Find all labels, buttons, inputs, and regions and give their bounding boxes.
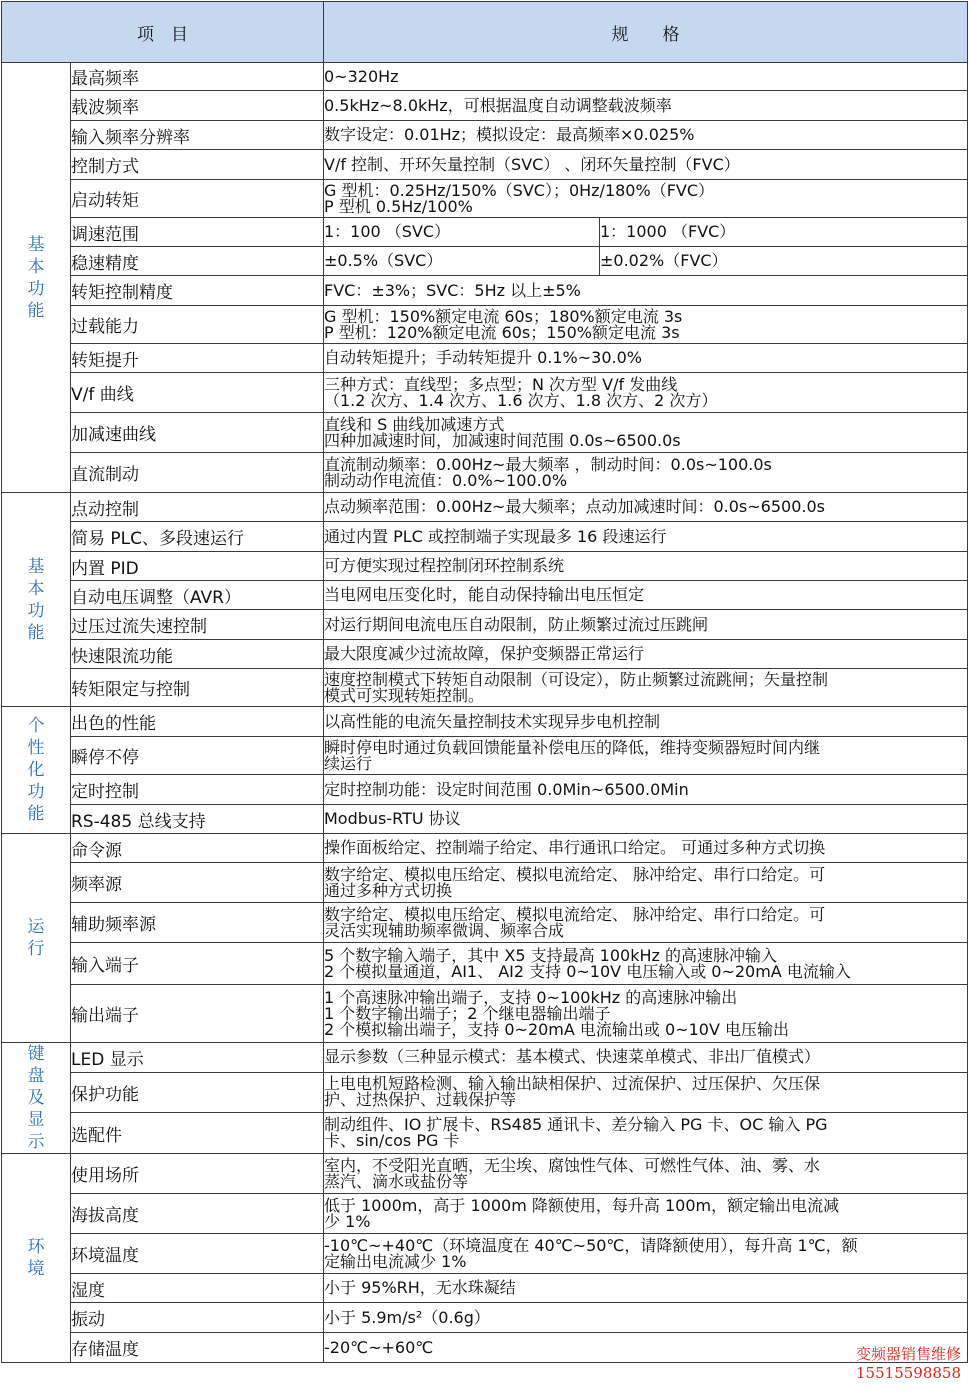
table-row: [2, 707, 968, 737]
group-label-text: 基本功能: [27, 234, 45, 321]
item-cell: 频率源: [71, 863, 324, 903]
item-cell: 载波频率: [71, 91, 324, 121]
spec-line: Modbus-RTU 协议: [324, 809, 461, 828]
spec-line: 数字给定、模拟电压给定、模拟电流给定、 脉冲给定、串行口给定。可: [324, 904, 826, 924]
table-row: [2, 493, 968, 522]
spec-cell: [324, 863, 968, 903]
table-row: [2, 1303, 968, 1333]
item-cell: 点动控制: [71, 493, 324, 522]
table-row: [2, 1113, 968, 1154]
table-row: [2, 1154, 968, 1194]
item-cell: 转矩控制精度: [71, 276, 324, 306]
item-cell: 出色的性能: [71, 707, 324, 737]
table-row: [2, 276, 968, 306]
table-row: [2, 775, 968, 805]
spec-line: P 型机 0.5Hz/100%: [324, 196, 473, 216]
spec-cell: [324, 552, 968, 581]
spec-line: 直流制动频率：0.00Hz~最大频率 ，制动时间：0.0s~100.0s: [324, 454, 772, 474]
table-row: [2, 669, 968, 707]
item-cell: 存储温度: [71, 1333, 324, 1363]
spec-cell: [324, 737, 968, 775]
group-label: [2, 1154, 71, 1363]
spec-cell: [324, 1274, 968, 1303]
spec-line: 小于 95%RH，无水珠凝结: [324, 1278, 516, 1297]
table-row: [2, 863, 968, 903]
spec-cell: [324, 610, 968, 640]
item-cell: 瞬停不停: [71, 737, 324, 775]
spec-line: FVC：±3%；SVC：5Hz 以上±5%: [324, 280, 581, 300]
spec-line: 最大限度减少过流故障，保护变频器正常运行: [324, 644, 645, 663]
table-row: [2, 121, 968, 150]
table-row: [2, 91, 968, 121]
table-row: [2, 453, 968, 493]
spec-line: 点动频率范围：0.00Hz~最大频率；点动加减速时间：0.0s~6500.0s: [324, 497, 825, 516]
spec-line: 室内，不受阳光直晒，无尘埃、腐蚀性气体、可燃性气体、油、雾、水: [324, 1155, 821, 1175]
spec-cell: ±0.5%（SVC）: [324, 247, 600, 276]
spec-cell: [324, 306, 968, 344]
spec-cell: [324, 1194, 968, 1234]
table-row: [2, 344, 968, 373]
spec-cell: [324, 1234, 968, 1274]
item-cell: 输入频率分辨率: [71, 121, 324, 150]
spec-line: 直线和 S 曲线加减速方式: [324, 414, 505, 434]
spec-line: 数字给定、模拟电压给定、模拟电流给定、 脉冲给定、串行口给定。可: [324, 864, 826, 884]
group-label: [2, 63, 71, 493]
spec-line: 通过多种方式切换: [324, 880, 453, 900]
spec-line: V/f 控制、开环矢量控制（SVC） 、闭环矢量控制（FVC）: [324, 154, 740, 174]
item-cell: 过载能力: [71, 306, 324, 344]
spec-line: 速度控制模式下转矩自动限制（可设定），防止频繁过流跳闸；矢量控制: [324, 669, 829, 689]
table-row: [2, 1072, 968, 1113]
spec-table: [1, 1, 968, 1363]
item-cell: 振动: [71, 1303, 324, 1333]
group-label: [2, 493, 71, 707]
item-cell: 转矩限定与控制: [71, 669, 324, 707]
spec-line: 制动组件、IO 扩展卡、RS485 通讯卡、差分输入 PG 卡、OC 输入 PG: [324, 1115, 828, 1135]
table-row: [2, 1194, 968, 1234]
table-row: [2, 610, 968, 640]
table-row: [2, 737, 968, 775]
spec-cell: 1：1000 （FVC）: [600, 218, 968, 247]
spec-line: 制动动作电流值：0.0%~100.0%: [324, 470, 568, 490]
table-row: [2, 373, 968, 413]
spec-cell: [324, 493, 968, 522]
group-label: [2, 707, 71, 834]
table-row: [2, 1274, 968, 1303]
item-cell: 简易 PLC、多段速运行: [71, 522, 324, 552]
table-row: [2, 413, 968, 453]
spec-line: 上电电机短路检测、输入输出缺相保护、过流保护、过压保护、欠压保: [324, 1074, 821, 1094]
spec-cell: [324, 373, 968, 413]
spec-cell: [324, 413, 968, 453]
item-cell: 稳速精度: [71, 247, 324, 276]
item-cell: 输出端子: [71, 985, 324, 1043]
spec-line: 模式可实现转矩控制。: [324, 685, 485, 705]
spec-line: 可方便实现过程控制闭环控制系统: [324, 556, 565, 575]
spec-line: 以高性能的电流矢量控制技术实现异步电机控制: [324, 711, 661, 731]
spec-cell: [324, 834, 968, 863]
table-row: [2, 640, 968, 669]
spec-body: [2, 63, 968, 1363]
item-cell: 最高频率: [71, 63, 324, 91]
table-row: [2, 581, 968, 610]
spec-line: 卡、sin/cos PG 卡: [324, 1131, 460, 1151]
spec-line: 自动转矩提升；手动转矩提升 0.1%~30.0%: [324, 348, 642, 367]
item-cell: 命令源: [71, 834, 324, 863]
spec-line: 续运行: [324, 753, 373, 773]
item-cell: 调速范围: [71, 218, 324, 247]
spec-line: 0~320Hz: [324, 66, 399, 86]
spec-line: -20℃~+60℃: [324, 1337, 434, 1357]
item-cell: 快速限流功能: [71, 640, 324, 669]
group-label: [2, 1043, 71, 1154]
header-item-label: 项 目: [137, 24, 188, 45]
table-row: [2, 180, 968, 218]
spec-line: 2 个模拟量通道，AI1、 AI2 支持 0~10V 电压输入或 0~20mA 电流输入: [324, 961, 851, 981]
spec-cell: [324, 1303, 968, 1333]
item-cell: 启动转矩: [71, 180, 324, 218]
spec-cell: 1：100 （SVC）: [324, 218, 600, 247]
spec-cell: [324, 121, 968, 150]
item-cell: 转矩提升: [71, 344, 324, 373]
spec-line: -10℃~+40℃（环境温度在 40℃~50℃，请降额使用），每升高 1℃，额: [324, 1235, 858, 1255]
item-cell: RS-485 总线支持: [71, 805, 324, 834]
item-cell: 使用场所: [71, 1154, 324, 1194]
item-cell: 直流制动: [71, 453, 324, 493]
header-spec-label: 规 格: [611, 24, 680, 45]
spec-line: 数字设定：0.01Hz；模拟设定：最高频率×0.025%: [324, 125, 695, 144]
spec-line: 操作面板给定、控制端子给定、串行通讯口给定。 可通过多种方式切换: [324, 838, 826, 857]
spec-cell: [324, 903, 968, 943]
spec-cell: [324, 1072, 968, 1113]
spec-cell: [324, 943, 968, 985]
spec-line: 蒸汽、滴水或盐份等: [324, 1171, 469, 1191]
spec-line: 灵活实现辅助频率微调、频率合成: [324, 920, 565, 940]
spec-line: 少 1%: [324, 1211, 371, 1231]
spec-cell: [324, 63, 968, 91]
item-cell: 过压过流失速控制: [71, 610, 324, 640]
spec-cell: [324, 581, 968, 610]
item-cell: 环境温度: [71, 1234, 324, 1274]
spec-line: 定输出电流减少 1%: [324, 1251, 467, 1271]
item-cell: LED 显示: [71, 1043, 324, 1073]
spec-cell: [324, 453, 968, 493]
group-label-text: 键盘及显示: [27, 1044, 45, 1152]
spec-line: 低于 1000m，高于 1000m 降额使用，每升高 100m，额定输出电流减: [324, 1195, 840, 1215]
spec-cell: [324, 150, 968, 180]
spec-line: 护、过热保护、过载保护等: [324, 1090, 517, 1110]
table-row: [2, 552, 968, 581]
group-label-text: 运行: [27, 917, 45, 959]
spec-line: 1 个高速脉冲输出端子，支持 0~100kHz 的高速脉冲输出: [324, 987, 738, 1007]
item-cell: 自动电压调整（AVR）: [71, 581, 324, 610]
spec-cell: [324, 669, 968, 707]
item-cell: 辅助频率源: [71, 903, 324, 943]
header-item: [2, 2, 324, 63]
item-cell: 定时控制: [71, 775, 324, 805]
item-cell: 选配件: [71, 1113, 324, 1154]
table-row: [2, 985, 968, 1043]
spec-line: G 型机：0.25Hz/150%（SVC）；0Hz/180%（FVC）: [324, 180, 715, 200]
spec-line: 三种方式：直线型；多点型；N 次方型 V/f 发曲线: [324, 374, 678, 394]
table-row: [2, 943, 968, 985]
table-row: [2, 218, 968, 247]
spec-line: 定时控制功能：设定时间范围 0.0Min~6500.0Min: [324, 779, 689, 799]
spec-line: P 型机：120%额定电流 60s；150%额定电流 3s: [324, 322, 680, 342]
table-row: [2, 805, 968, 834]
spec-cell: [324, 805, 968, 834]
spec-cell: ±0.02%（FVC）: [600, 247, 968, 276]
spec-line: 小于 5.9m/s²（0.6g）: [324, 1307, 490, 1327]
watermark-phone: 15515598858: [856, 1364, 961, 1382]
spec-cell: [324, 1043, 968, 1073]
spec-line: 对运行期间电流电压自动限制，防止频繁过流过压跳闸: [324, 614, 709, 634]
item-cell: 控制方式: [71, 150, 324, 180]
spec-cell: [324, 180, 968, 218]
spec-cell: [324, 344, 968, 373]
spec-line: 0.5kHz~8.0kHz，可根据温度自动调整载波频率: [324, 95, 672, 115]
watermark: [856, 1345, 961, 1383]
item-cell: 加减速曲线: [71, 413, 324, 453]
table-row: [2, 522, 968, 552]
item-cell: V/f 曲线: [71, 373, 324, 413]
item-cell: 输入端子: [71, 943, 324, 985]
item-cell: 保护功能: [71, 1072, 324, 1113]
spec-cell: [324, 1113, 968, 1154]
spec-line: 1 个数字输出端子；2 个继电器输出端子: [324, 1003, 611, 1023]
spec-cell: [324, 276, 968, 306]
table-row: [2, 834, 968, 863]
group-label-text: 环境: [27, 1237, 45, 1279]
spec-cell: [324, 775, 968, 805]
spec-line: 四种加减速时间，加减速时间范围 0.0s~6500.0s: [324, 430, 681, 450]
spec-cell: [324, 1154, 968, 1194]
item-cell: 海拔高度: [71, 1194, 324, 1234]
spec-line: 2 个模拟输出端子，支持 0~20mA 电流输出或 0~10V 电压输出: [324, 1019, 789, 1039]
spec-cell: [324, 522, 968, 552]
spec-line: 5 个数字输入端子，其中 X5 支持最高 100kHz 的高速脉冲输入: [324, 945, 777, 965]
group-label-text: 个性化功能: [27, 716, 45, 824]
table-row: [2, 1234, 968, 1274]
spec-cell: [324, 91, 968, 121]
table-row: [2, 150, 968, 180]
spec-cell: [324, 707, 968, 737]
item-cell: 内置 PID: [71, 552, 324, 581]
header-spec: [324, 2, 968, 63]
spec-line: 瞬时停电时通过负载回馈能量补偿电压的降低，维持变频器短时间内继: [324, 737, 821, 757]
watermark-text: 变频器销售维修: [855, 1345, 961, 1363]
spec-cell: [324, 985, 968, 1043]
table-row: [2, 306, 968, 344]
table-row: [2, 1333, 968, 1363]
item-cell: 湿度: [71, 1274, 324, 1303]
spec-line: 显示参数（三种显示模式：基本模式、快速菜单模式、非出厂值模式）: [324, 1047, 821, 1067]
spec-line: 通过内置 PLC 或控制端子实现最多 16 段速运行: [324, 526, 667, 546]
spec-line: 当电网电压变化时，能自动保持输出电压恒定: [324, 585, 645, 604]
group-label: [2, 834, 71, 1043]
group-label-text: 基本功能: [27, 556, 45, 643]
spec-line: G 型机：150%额定电流 60s；180%额定电流 3s: [324, 306, 683, 326]
spec-line: （1.2 次方、1.4 次方、1.6 次方、1.8 次方、2 次方）: [324, 390, 718, 410]
table-row: [2, 63, 968, 91]
table-row: [2, 247, 968, 276]
table-row: [2, 1043, 968, 1073]
table-row: [2, 903, 968, 943]
spec-cell: [324, 640, 968, 669]
